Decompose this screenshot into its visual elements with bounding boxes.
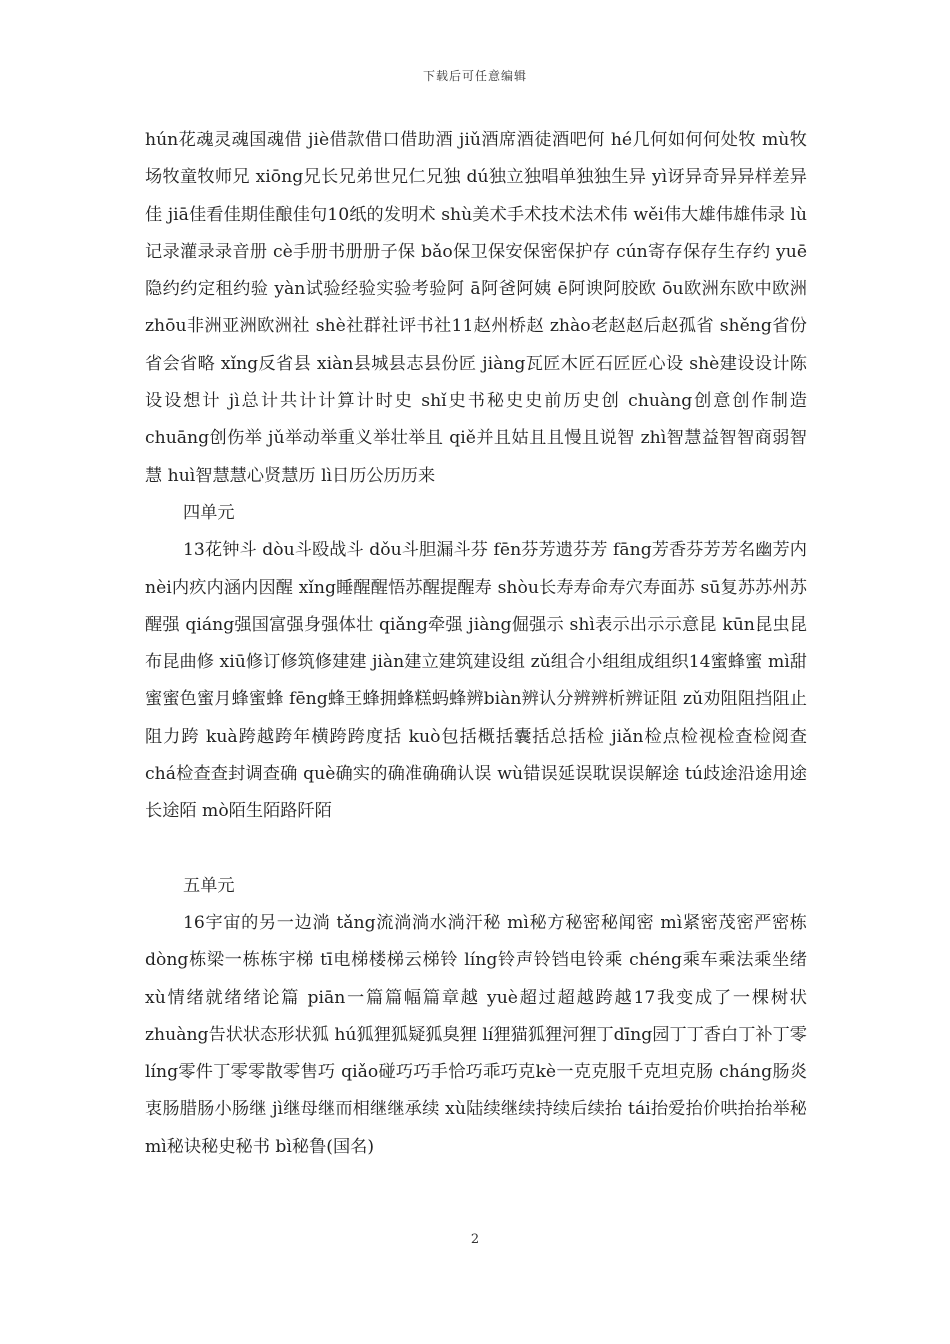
unit3-vocab-paragraph: hún花魂灵魂国魂借 jiè借款借口借助酒 jiǔ酒席酒徒酒吧何 hé几何如何何处牧 mù牧场牧童牧师兄 xiōng兄长兄弟世兄仁兄独 dú独立独唱单独独生异 yì讶异奇异异样差异佳 jiā佳看佳期佳酿佳句10纸的发明术 shù美术手术技术法术伟 wěi伟大雄伟雄伟录 lù记录灌录录音册 cè手册书册册子保 bǎo保卫保安保密保护存 cún寄存保存生存约 yuē隐约约定租约验 yàn试验经验实验考验阿 ā阿爸阿姨 ē阿谀阿胶欧 ōu欧洲东欧中欧洲 zhōu非洲亚洲欧洲社 shè社群社评书社11赵州桥赵 zhào老赵赵后赵孤省 shěng省份省会省略 xǐng反省县 xiàn县城县志县份匠 jiàng瓦匠木匠石匠匠心设 shè建设设计陈设设想计 jì总计共计计算计时史 shǐ史书秘史史前历史创 chuàng创意创作制造 chuāng创伤举 jǔ举动举重义举壮举且 qiě并且姑且且慢且说智 zhì智慧益智智商弱智慧 huì智慧慧心贤慧历 lì日历公历历来 — [145, 130, 807, 486]
document-body — [145, 122, 807, 1166]
unit5-vocab-paragraph: 16宇宙的另一边淌 tǎng流淌淌水淌汗秘 mì秘方秘密秘闻密 mì紧密茂密严密栋 dòng栋梁一栋栋宇梯 tī电梯楼梯云梯铃 líng铃声铃铛电铃乘 chéng乘车乘法乘坐绪 xù情绪就绪绪论篇 piān一篇篇幅篇章越 yuè超过超越跨越17我变成了一棵树状 zhuàng告状状态形状狐 hú狐狸狐疑狐臭狸 lí狸猫狐狸河狸丁dīng园丁丁香白丁补丁零 líng零件丁零零散零售巧 qiǎo碰巧巧手恰巧乖巧克kè一克克服千克坦克肠 cháng肠炎衷肠腊肠小肠继 jì继母继而相继继承续 xù陆续继续持续后续抬 tái抬爱抬价哄抬抬举秘 mì秘诀秘史秘书 bì秘鲁(国名) — [145, 912, 807, 1157]
unit-5-heading: 五单元 — [183, 875, 235, 896]
unit-4-heading: 四单元 — [183, 502, 235, 523]
page-header: 下载后可任意编辑 — [422, 69, 527, 83]
page-number: 2 — [470, 1232, 480, 1247]
blank-line — [145, 831, 807, 868]
unit4-vocab-paragraph: 13花钟斗 dòu斗殴战斗 dǒu斗胆漏斗芬 fēn芬芳遗芬芳 fāng芳香芬芳芳名幽芳内 nèi内疚内涵内因醒 xǐng睡醒醒悟苏醒提醒寿 shòu长寿寿命寿穴寿面苏 sū复苏苏州苏醒强 qiáng强国富强身强体壮 qiǎng牵强 jiàng倔强示 shì表示出示示意昆 kūn昆虫昆布昆曲修 xiū修订修筑修建建 jiàn建立建筑建设组 zǔ组合小组组成组织14蜜蜂蜜 mì甜蜜蜜色蜜月蜂蜜蜂 fēng蜂王蜂拥蜂糕蚂蜂辨biàn辨认分辨辨析辨证阻 zǔ劝阻阻挡阻止阻力跨 kuà跨越跨年横跨跨度括 kuò包括概括囊括总括检 jiǎn检点检视检查检阅查 chá检查查封调查确 què确实的确准确确认误 wù错误延误耽误误解途 tú歧途沿途用途长途陌 mò陌生陌路阡陌 — [145, 540, 807, 822]
